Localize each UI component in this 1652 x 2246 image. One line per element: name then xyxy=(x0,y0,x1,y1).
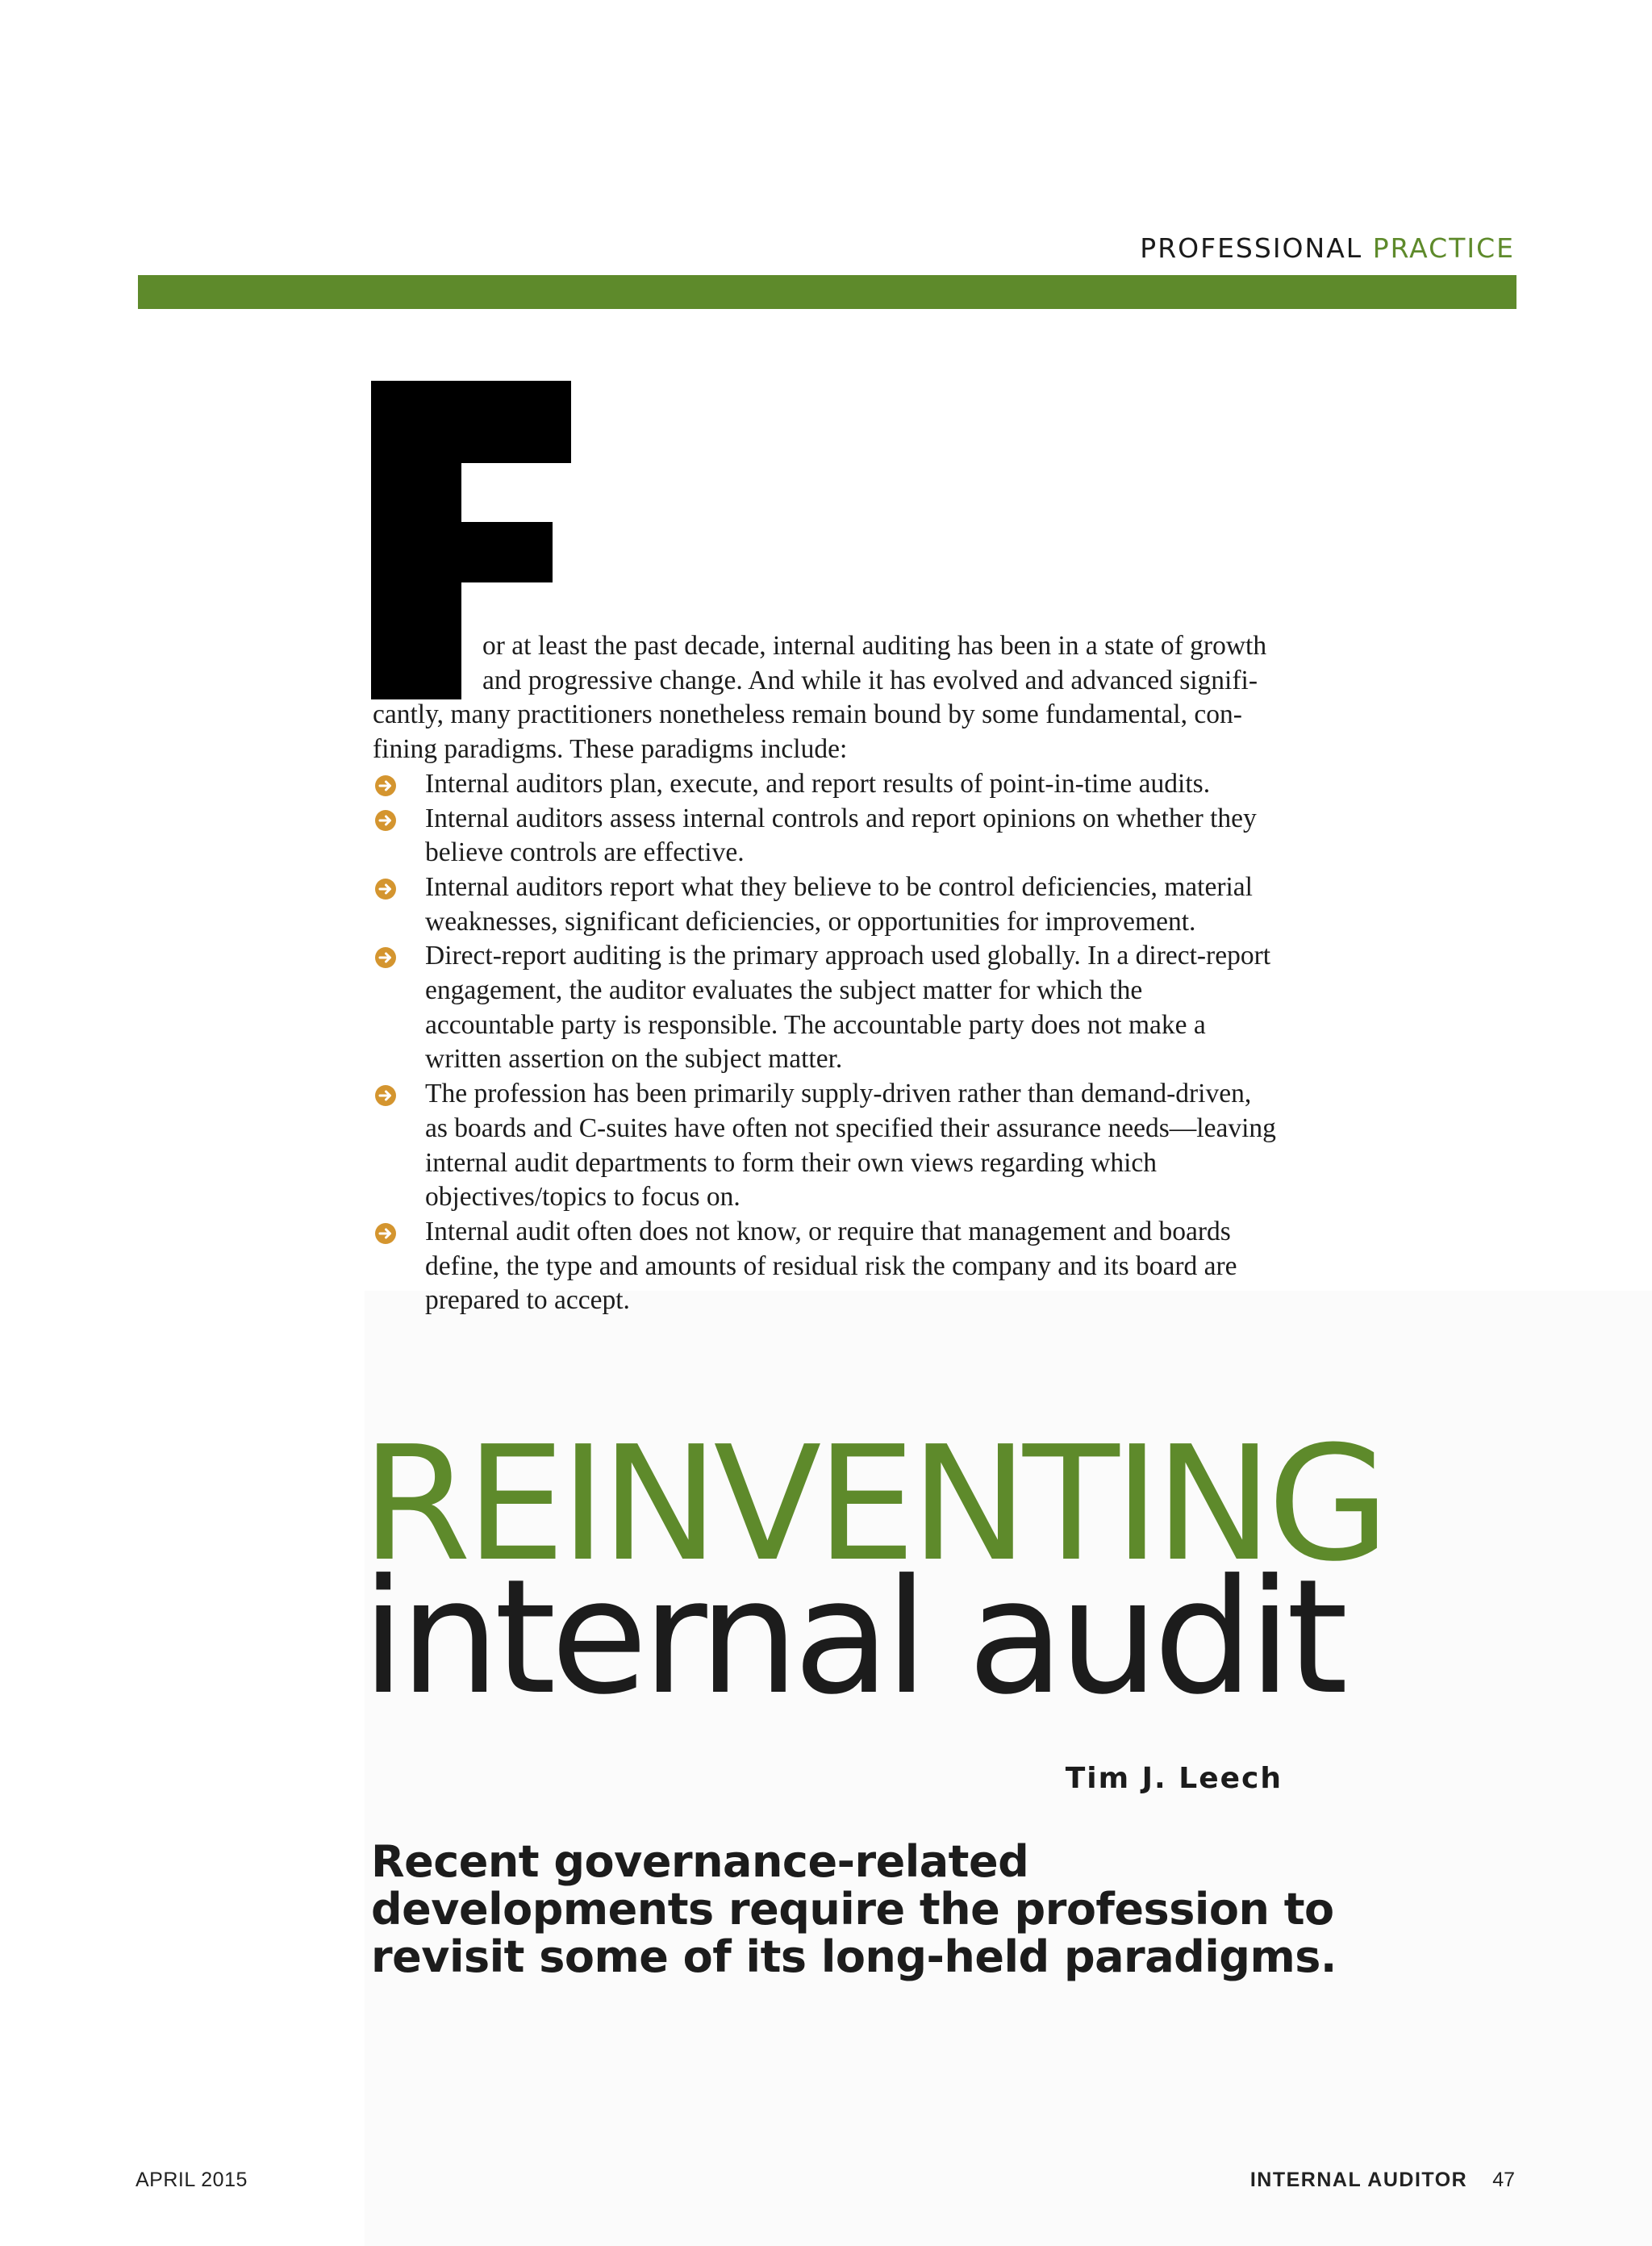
paradigm-list xyxy=(373,767,1276,1318)
list-item xyxy=(373,939,1276,1077)
list-item-text: Internal audit often does not know, or require that management and boards define, the type and amounts of residual risk the company and its board are prepared to accept. xyxy=(425,1216,1237,1316)
intro-line: cantly, many practitioners nonetheless remain bound by some fundamental, con- xyxy=(373,699,1242,730)
list-item xyxy=(373,802,1276,870)
article-deck xyxy=(371,1836,1337,1982)
list-item-text: Internal auditors assess internal controls and report opinions on whether they believe controls are effective. xyxy=(425,803,1257,868)
page-number: 47 xyxy=(1492,2169,1515,2191)
footer-magazine-name: INTERNAL AUDITOR xyxy=(1249,2169,1468,2191)
arrow-circle-icon xyxy=(375,1223,396,1244)
list-item xyxy=(373,1077,1276,1215)
title-line-reinventing: REINVENTING xyxy=(361,1413,1385,1597)
arrow-circle-icon xyxy=(375,947,396,968)
section-label-primary: PROFESSIONAL xyxy=(1140,232,1363,264)
list-item xyxy=(373,767,1276,802)
section-label xyxy=(1140,232,1515,264)
list-item xyxy=(373,870,1276,939)
header-accent-bar xyxy=(138,275,1516,309)
list-item-text: Direct-report auditing is the primary approach used globally. In a direct-report engagement, the auditor evaluates the subject matter for which the accountable party is responsible. The accountable party does not make a written assertion on the subject matter. xyxy=(425,941,1271,1075)
author-byline: Tim J. Leech xyxy=(1065,1762,1283,1795)
section-label-accent: PRACTICE xyxy=(1372,232,1515,264)
intro-line: and progressive change. And while it has evolved and advanced signifi- xyxy=(482,665,1258,695)
list-item-text: Internal auditors report what they believe to be control deficiencies, material weaknesses, significant deficiencies, or opportunities for improvement. xyxy=(425,871,1253,937)
arrow-circle-icon xyxy=(375,1085,396,1106)
title-line-internal-audit: internal audit xyxy=(361,1546,1343,1730)
article-body xyxy=(373,629,1276,1318)
deck-line: Recent governance-related xyxy=(371,1836,1029,1887)
intro-line: or at least the past decade, internal auditing has been in a state of growth xyxy=(482,631,1267,661)
article-title xyxy=(361,1413,1385,1730)
list-item xyxy=(373,1215,1276,1318)
arrow-circle-icon xyxy=(375,775,396,796)
list-item-text: The profession has been primarily supply-driven rather than demand-driven, as boards and C-suites have often not specified their assurance needs—leaving internal audit departments to form their own views regarding which objectives/topics to focus on. xyxy=(425,1079,1276,1213)
deck-line: revisit some of its long-held paradigms. xyxy=(371,1931,1337,1982)
footer-date: APRIL 2015 xyxy=(136,2169,248,2191)
arrow-circle-icon xyxy=(375,810,396,831)
arrow-circle-icon xyxy=(375,879,396,900)
intro-line: fining paradigms. These paradigms include: xyxy=(373,734,848,765)
footer-folio xyxy=(1250,2169,1515,2192)
list-item-text: Internal auditors plan, execute, and report results of point-in-time audits. xyxy=(425,768,1211,799)
deck-line: developments require the profession to xyxy=(371,1884,1334,1935)
